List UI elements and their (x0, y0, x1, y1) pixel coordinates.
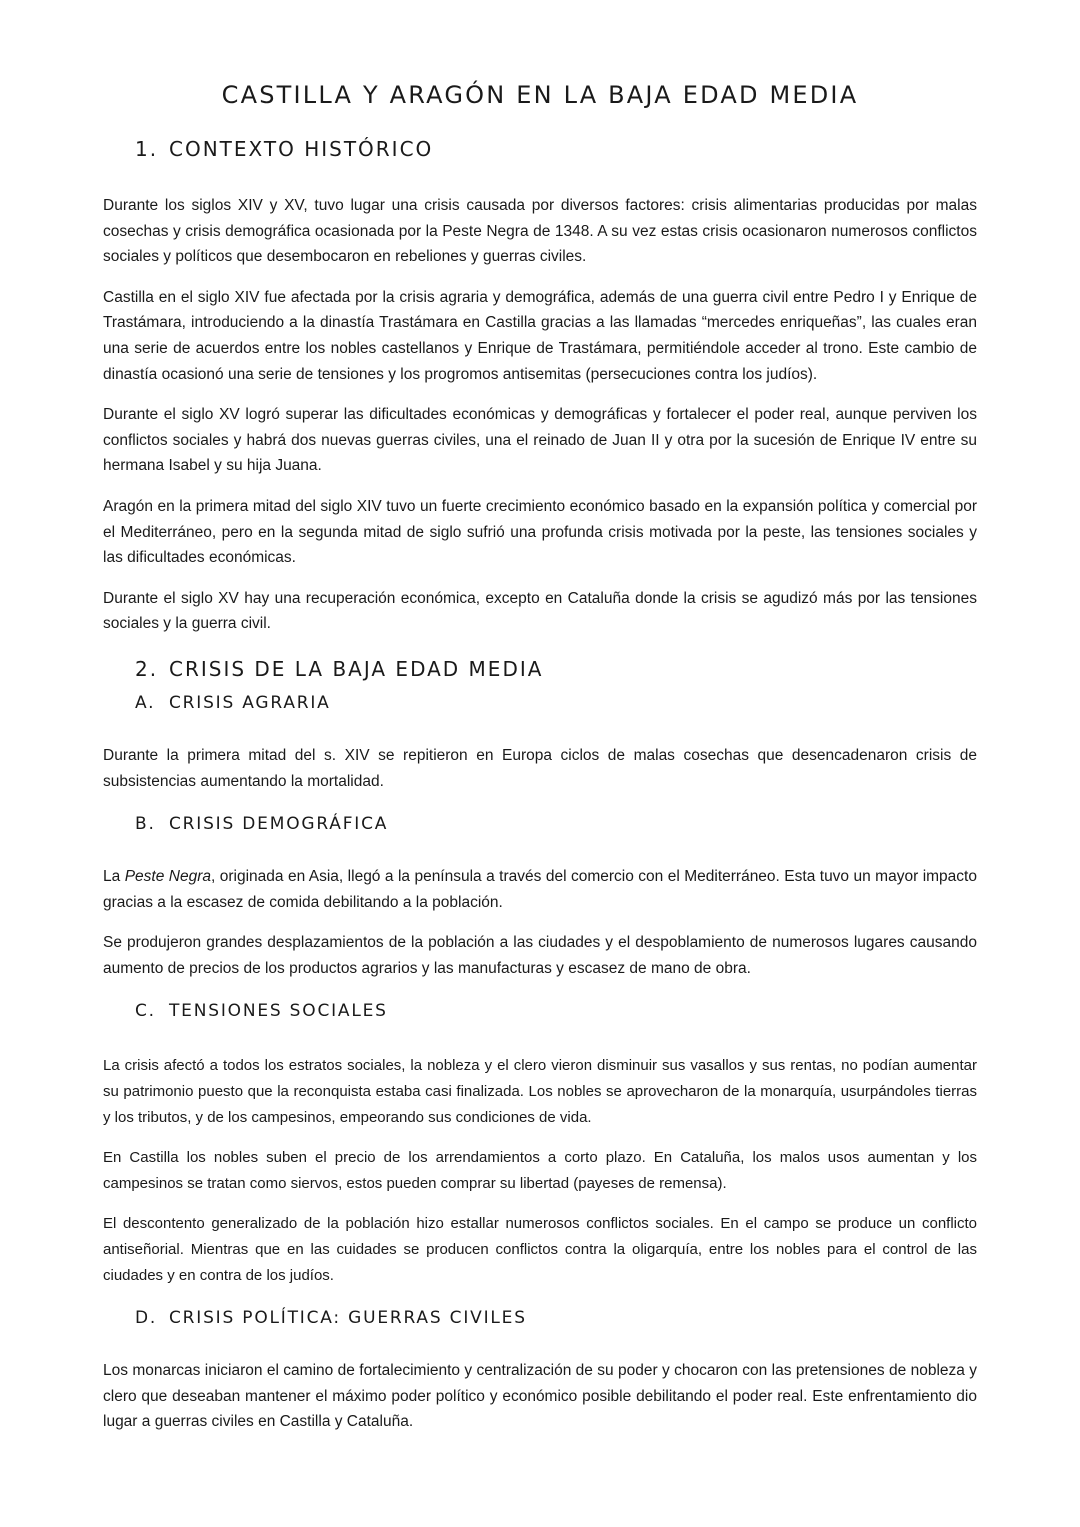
paragraph: El descontento generalizado de la población hizo estallar numerosos conflictos sociales. En el campo se produce un conflicto antiseñorial. Mientras que en las cuidades se producen conflictos contra la oligarquía, entre los nobles para el control de las ciudades y en contra de los judíos. (103, 1215, 977, 1284)
heading-tensiones-sociales (103, 999, 977, 1023)
paragraph (103, 864, 977, 915)
heading-number: 1. (135, 137, 159, 161)
paragraph: Castilla en el siglo XIV fue afectada por la crisis agraria y demográfica, además de una guerra civil entre Pedro I y Enrique de Trastámara, introduciendo a la dinastía Trastámara en Castilla gracias a las llamadas “mercedes enriqueñas”, las cuales eran una serie de acuerdos entre los nobles castellanos y Enrique de Trastámara, permitiéndole acceder al trono. Este cambio de dinastía ocasionó una serie de tensiones y los progromos antisemitas (persecuciones contra los judíos). (103, 288, 977, 383)
heading-text: CONTEXTO HISTÓRICO (169, 137, 434, 161)
heading-crisis-agraria (103, 691, 977, 715)
paragraph: Aragón en la primera mitad del siglo XIV tuvo un fuerte crecimiento económico basado en la expansión política y comercial por el Mediterráneo, pero en la segunda mitad de siglo sufrió una profunda crisis motivada por la peste, las tensiones sociales y las dificultades económicas. (103, 497, 977, 567)
heading-text: CRISIS POLÍTICA: GUERRAS CIVILES (169, 1308, 527, 1329)
heading-crisis-demografica (103, 812, 977, 836)
paragraph: La crisis afectó a todos los estratos sociales, la nobleza y el clero vieron disminuir sus vasallos y sus rentas, no podían aumentar su patrimonio puesto que la reconquista estaba casi finalizada. Los nobles se aprovecharon de la monarquía, usurpándoles tierras y los tributos, y de los campesinos, empeorando sus condiciones de vida. (103, 1057, 977, 1126)
text-run: La (103, 868, 125, 886)
paragraph: Durante la primera mitad del s. XIV se repitieron en Europa ciclos de malas cosechas que desencadenaron crisis de subsistencias aumentando la mortalidad. (103, 746, 977, 790)
heading-text: CRISIS AGRARIA (169, 692, 331, 713)
heading-number: 2. (135, 656, 159, 681)
paragraph: Durante los siglos XIV y XV, tuvo lugar una crisis causada por diversos factores: crisis alimentarias producidas por malas cosechas y crisis demográfica ocasionada por la Peste Negra de 1348. A su vez estas crisis ocasionaron numerosos conflictos sociales y políticos que desembocaron en rebeliones y guerras civiles. (103, 197, 977, 266)
heading-contexto-historico (103, 135, 977, 163)
section-tensiones-sociales (103, 1053, 977, 1288)
paragraph: Los monarcas iniciaron el camino de fortalecimiento y centralización de su poder y chocaron con las pretensiones de nobleza y clero que deseaban mantener el máximo poder político y económico posible debilitando el poder real. Este enfrentamiento dio lugar a guerras civiles en Castilla y Cataluña. (103, 1362, 977, 1431)
heading-text: CRISIS DEMOGRÁFICA (169, 814, 389, 835)
paragraph: Durante el siglo XV logró superar las dificultades económicas y demográficas y fortalecer el poder real, aunque perviven los conflictos sociales y habrá dos nuevas guerras civiles, una el reinado de Juan II y otra por la sucesión de Enrique IV entre su hermana Isabel y su hija Juana. (103, 406, 977, 475)
heading-letter: B. (135, 814, 156, 835)
heading-letter: D. (135, 1308, 158, 1329)
paragraph: En Castilla los nobles suben el precio de los arrendamientos a corto plazo. En Cataluña, los malos usos aumentan y los campesinos se tratan como siervos, estos pueden comprar su libertad (payeses de remensa). (103, 1149, 977, 1192)
heading-text: CRISIS DE LA BAJA EDAD MEDIA (169, 656, 544, 681)
heading-letter: A. (135, 692, 156, 713)
emphasis-peste-negra: Peste Negra (124, 868, 211, 886)
paragraph: Durante el siglo XV hay una recuperación económica, excepto en Cataluña donde la crisis se agudizó más por las tensiones sociales y la guerra civil. (103, 589, 977, 633)
heading-crisis-baja-edad-media (103, 655, 977, 683)
heading-text: TENSIONES SOCIALES (169, 1001, 388, 1022)
heading-crisis-politica (103, 1306, 977, 1330)
text-run: , originada en Asia, llegó a la península a través del comercio con el Mediterráneo. Esta tuvo un mayor impacto gracias a la escasez de comida debilitando a la población. (103, 868, 977, 911)
heading-letter: C. (135, 1001, 156, 1022)
paragraph: Se produjeron grandes desplazamientos de la población a las ciudades y el despoblamiento de numerosos lugares causando aumento de precios de los productos agrarios y las manufacturas y escasez de mano de obra. (103, 934, 977, 977)
document-title: CASTILLA Y ARAGÓN EN LA BAJA EDAD MEDIA (221, 81, 859, 109)
document-page (103, 0, 977, 1435)
